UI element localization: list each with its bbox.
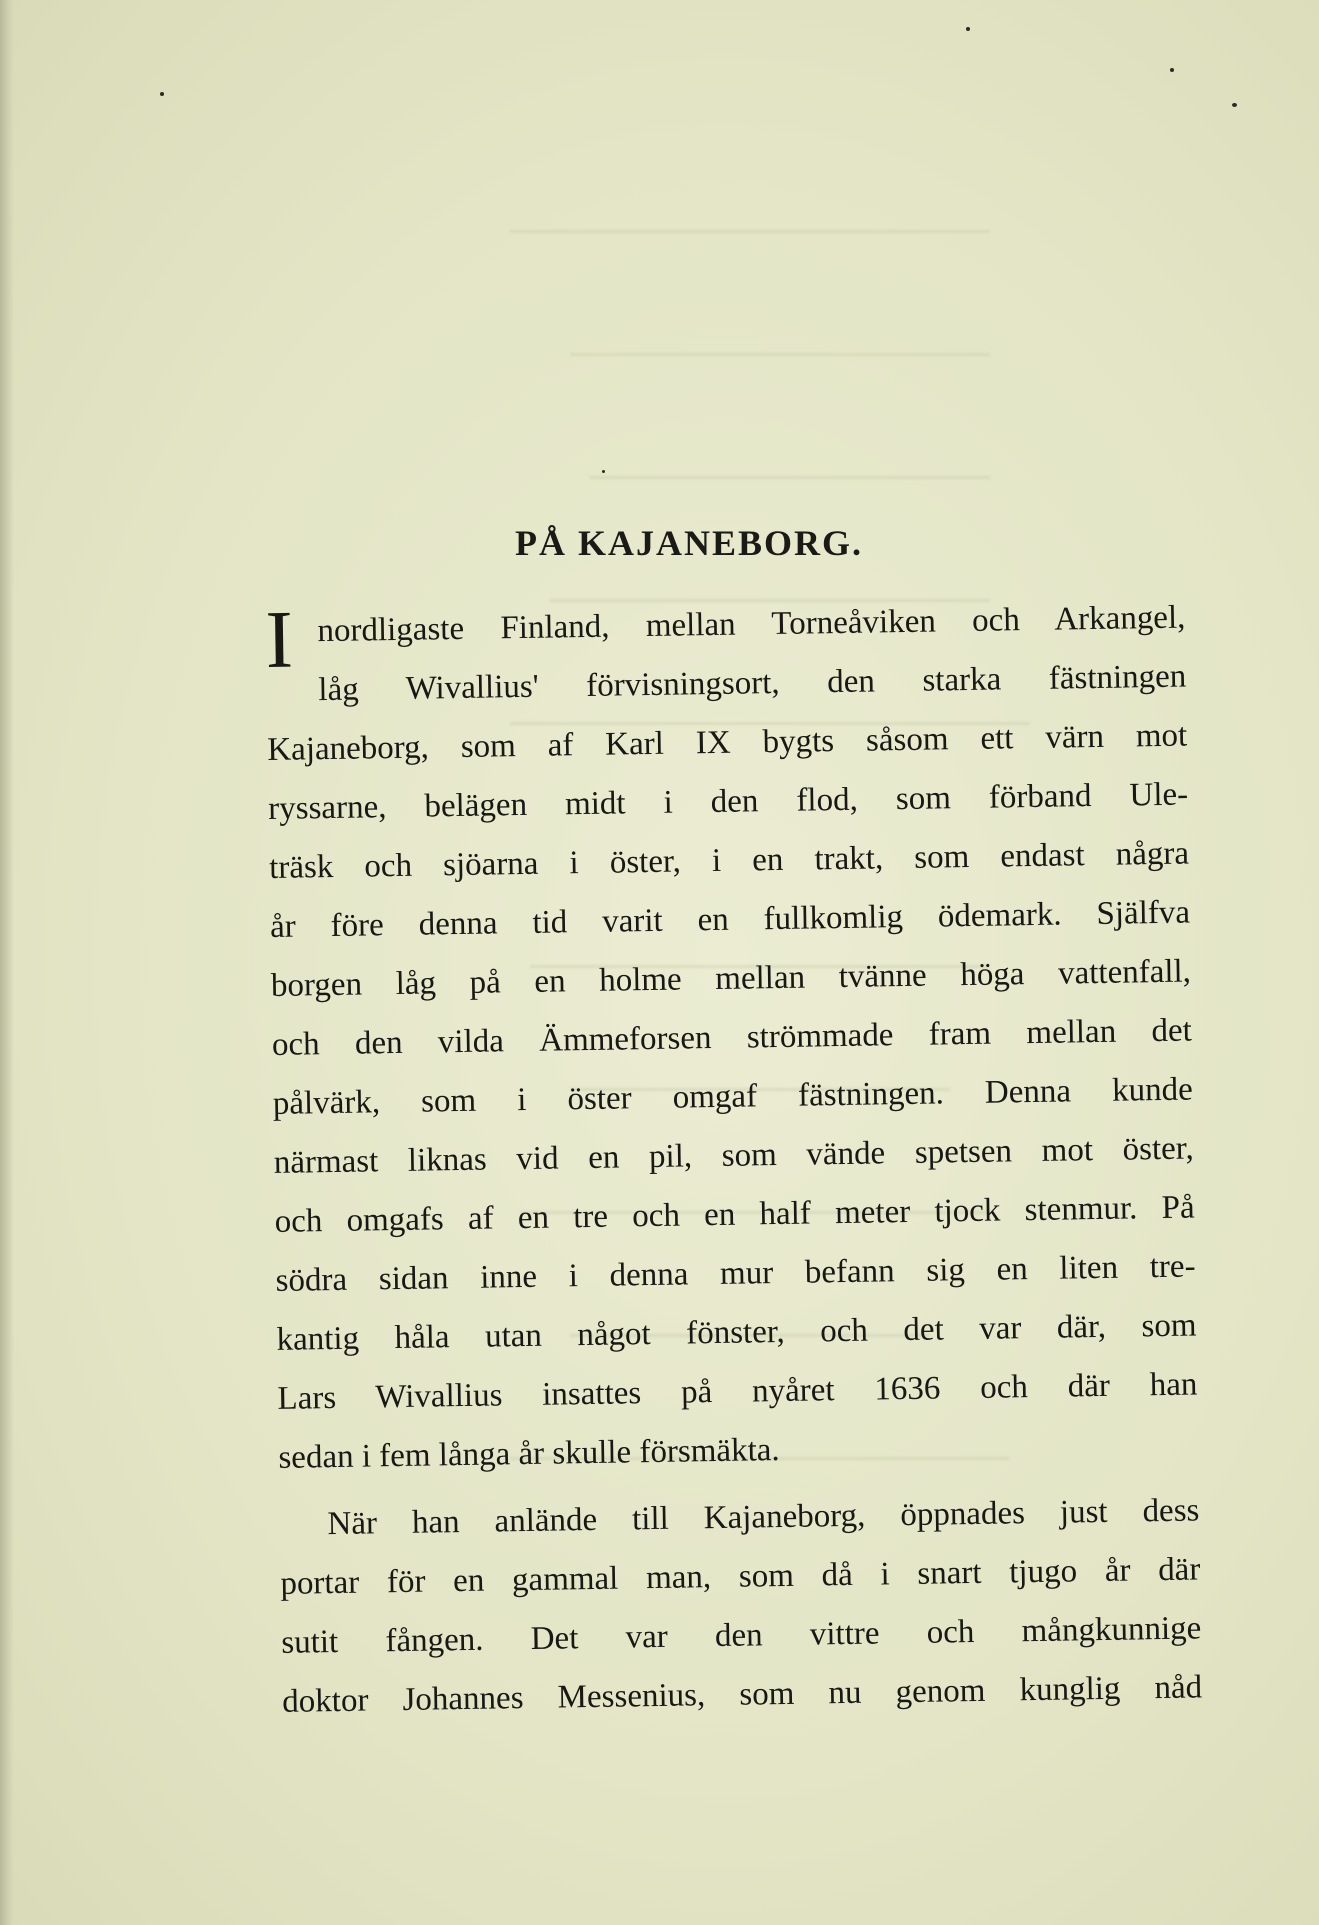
- chapter-title: PÅ KAJANEBORG.: [515, 523, 864, 563]
- paper-speck: [602, 470, 605, 473]
- paragraph-1: [265, 589, 1199, 1488]
- text-line: ryssarne, belägen midt i den flod, som förband Ule-: [267, 776, 1189, 827]
- text-line: doktor Johannes Messenius, som nu genom kunglig nåd: [281, 1669, 1203, 1720]
- paper-speck: [160, 92, 164, 96]
- text-line: När han anlände till Kajaneborg, öppnades just dess: [327, 1492, 1200, 1543]
- text-line: låg Wivallius' förvisningsort, den starka fästningen: [318, 658, 1187, 709]
- text-line: sedan i fem långa år skulle försmäkta.: [278, 1432, 780, 1476]
- text-line: borgen låg på en holme mellan tvänne höga vattenfall,: [270, 953, 1192, 1004]
- text-line: pålvärk, som i öster omgaf fästningen. Denna kunde: [272, 1071, 1194, 1122]
- text-line: portar för en gammal man, som då i snart tjugo år där: [280, 1551, 1201, 1602]
- page-binding-edge: [0, 0, 14, 1925]
- paper-speck: [966, 27, 970, 31]
- text-line: sutit fången. Det var den vittre och mångkunnige: [281, 1610, 1202, 1661]
- text-line: Lars Wivallius insattes på nyåret 1636 och där han: [277, 1366, 1198, 1417]
- text-line: kantig håla utan något fönster, och det var där, som: [276, 1307, 1197, 1358]
- text-line: och den vilda Ämmeforsen strömmade fram mellan det: [271, 1012, 1193, 1063]
- paragraph-2: [279, 1481, 1203, 1731]
- drop-cap: I: [264, 593, 294, 685]
- text-line: södra sidan inne i denna mur befann sig en liten tre-: [275, 1248, 1196, 1299]
- text-line: år före denna tid varit en fullkomlig ödemark. Själfva: [269, 894, 1191, 945]
- text-line: och omgafs af en tre och en half meter tjock stenmur. På: [274, 1189, 1195, 1240]
- paper-speck: [1170, 68, 1174, 72]
- body-text: [265, 589, 1203, 1732]
- paper-speck: [1232, 103, 1237, 107]
- text-line: träsk och sjöarna i öster, i en trakt, som endast några: [268, 835, 1190, 886]
- text-line: Kajaneborg, som af Karl IX bygts såsom ett värn mot: [267, 717, 1188, 768]
- text-line: nordligaste Finland, mellan Torneåviken och Arkangel,: [317, 599, 1186, 650]
- text-line: närmast liknas vid en pil, som vände spetsen mot öster,: [273, 1130, 1194, 1181]
